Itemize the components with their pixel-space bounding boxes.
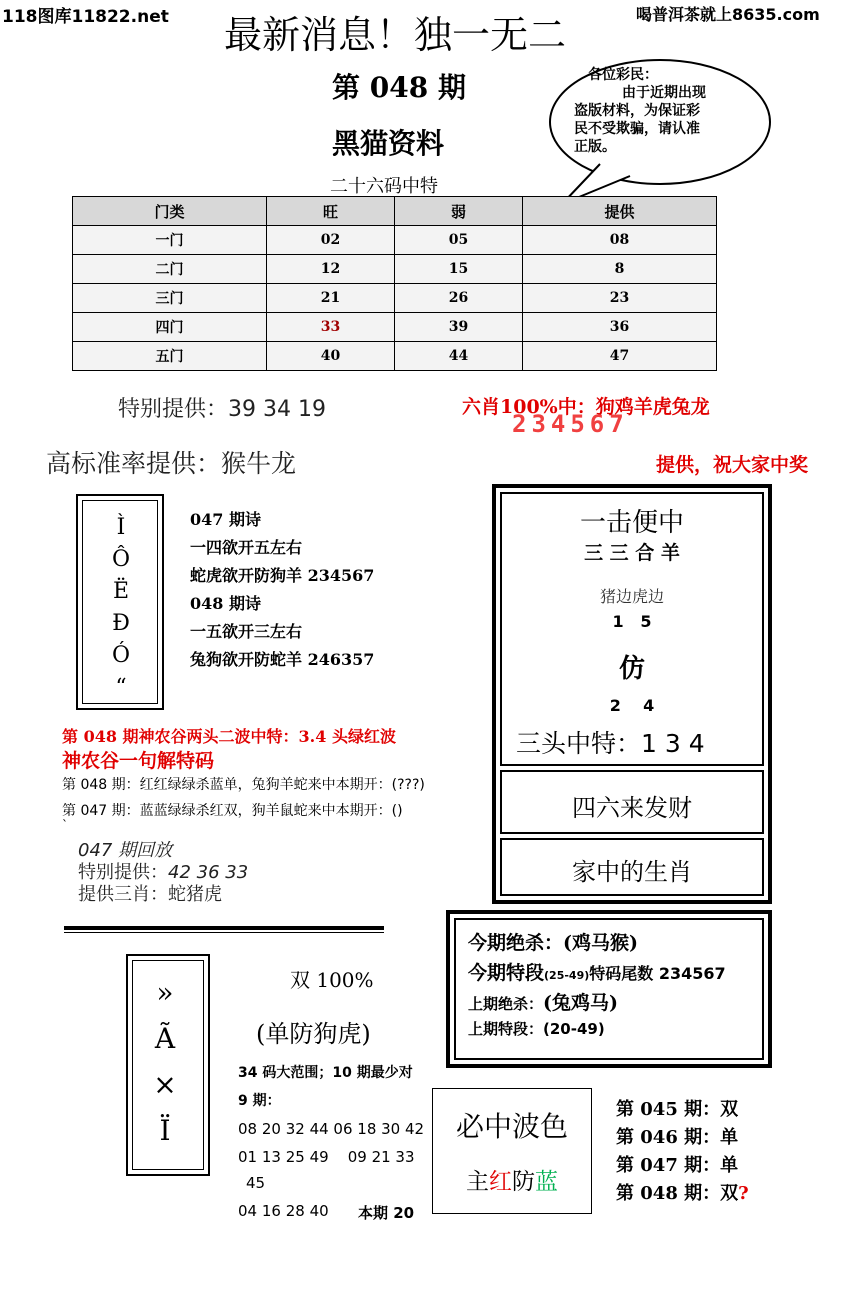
poem-glyph: Ð bbox=[112, 611, 130, 636]
issue-number: 第 048 期 bbox=[332, 71, 466, 104]
bubble-line: 各位彩民： bbox=[588, 67, 658, 83]
special-offer: 特别提供：39 34 19 bbox=[118, 397, 326, 422]
shennong-title-text: 神农谷一句解特码 bbox=[62, 750, 215, 772]
poem-line: 蛇虎欲开防狗羊 234567 bbox=[190, 566, 375, 585]
kill-l2b: (25-49) bbox=[544, 969, 590, 982]
table-header-cell: 提供 bbox=[523, 197, 717, 226]
table-cell: 三门 bbox=[73, 284, 267, 313]
bubble-text bbox=[574, 66, 748, 156]
wave-title: 必中波色 bbox=[455, 1110, 568, 1143]
period-label: 第 046 期：单 bbox=[616, 1127, 739, 1148]
table-row bbox=[73, 342, 717, 371]
site-left-label: 118图库11822.net bbox=[2, 7, 169, 27]
shennong-tick: ` bbox=[62, 818, 68, 832]
poem-glyph-box bbox=[76, 494, 164, 710]
poem-glyph: Ó bbox=[111, 643, 131, 668]
bubble-line: 正版。 bbox=[574, 139, 616, 155]
bubble-line: 盗版材料，为保证彩 bbox=[574, 103, 700, 119]
table-row bbox=[73, 226, 717, 255]
table-header-row bbox=[73, 197, 717, 226]
kill-line bbox=[468, 958, 726, 985]
double-nums: 08 20 32 44 06 18 30 42 bbox=[238, 1120, 425, 1138]
table-cell: 33 bbox=[266, 313, 394, 342]
table-cell: 47 bbox=[523, 342, 717, 371]
table-cell: 26 bbox=[394, 284, 522, 313]
kill-l3a: 上期绝杀： bbox=[468, 995, 544, 1013]
wave-prevent: 防 bbox=[512, 1169, 535, 1195]
periods-list bbox=[616, 1096, 749, 1208]
period-mark: ? bbox=[738, 1183, 749, 1204]
zodiac-table bbox=[72, 196, 717, 371]
kill-l3b: (兔鸡马) bbox=[543, 992, 618, 1014]
period-item bbox=[616, 1180, 749, 1208]
kill-l2a: 今期特段 bbox=[468, 962, 545, 984]
table-cell: 36 bbox=[523, 313, 717, 342]
hit-big: 仿 bbox=[618, 654, 645, 684]
poem-glyph: Ì bbox=[116, 515, 126, 540]
double-sub: (单防狗虎) bbox=[256, 1020, 371, 1048]
table-cell: 23 bbox=[523, 284, 717, 313]
glyph-2: » bbox=[156, 976, 174, 1009]
subtitle: 黑猫资料 bbox=[332, 127, 445, 160]
high-rate: 高标准率提供：猴牛龙 bbox=[46, 449, 297, 478]
six-digits: 234567 bbox=[512, 410, 629, 438]
period-item bbox=[616, 1124, 749, 1152]
table-cell: 一门 bbox=[73, 226, 267, 255]
double-range: 34 码大范围；10 期最少对 bbox=[238, 1065, 413, 1081]
hit-sub: 三 三 合 羊 bbox=[584, 542, 680, 564]
shennong-line: 第 048 期神农谷两头二波中特：3.4 头绿红波 bbox=[62, 727, 396, 746]
sixsix-text: 四六来发财 bbox=[572, 794, 692, 822]
table-cell: 五门 bbox=[73, 342, 267, 371]
table-cell: 8 bbox=[523, 255, 717, 284]
table-cell: 44 bbox=[394, 342, 522, 371]
table-cell: 02 bbox=[266, 226, 394, 255]
replay-special-label: 特别提供： bbox=[78, 862, 168, 883]
table-row bbox=[73, 255, 717, 284]
wish-text: 提供，祝大家中奖 bbox=[656, 454, 809, 476]
poem-glyph: Ô bbox=[111, 547, 131, 572]
poem-glyph: Ë bbox=[112, 579, 130, 604]
bubble-line: 由于近期出现 bbox=[622, 85, 706, 101]
table-header-cell: 旺 bbox=[266, 197, 394, 226]
replay-three: 提供三肖：蛇猪虎 bbox=[78, 884, 222, 905]
table-cell: 39 bbox=[394, 313, 522, 342]
six-zodiac: 六肖100%中：狗鸡羊虎兔龙 bbox=[462, 396, 710, 418]
shennong-title bbox=[62, 746, 214, 773]
glyph-2: × bbox=[153, 1068, 177, 1101]
table-cell: 08 bbox=[523, 226, 717, 255]
wave-blue: 蓝 bbox=[535, 1169, 558, 1195]
table-row bbox=[73, 284, 717, 313]
double-nums: 04 16 28 40 bbox=[238, 1202, 329, 1220]
poem-line: 一五欲开三左右 bbox=[190, 622, 303, 641]
period-label: 第 045 期：双 bbox=[616, 1099, 739, 1120]
table-cell: 40 bbox=[266, 342, 394, 371]
table-cell: 15 bbox=[394, 255, 522, 284]
table-row bbox=[73, 313, 717, 342]
double-current: 本期 20 bbox=[358, 1204, 415, 1222]
poem-line: 一四欲开五左右 bbox=[190, 538, 303, 557]
replay-special-value: 42 36 33 bbox=[168, 862, 249, 883]
table-cell: 05 bbox=[394, 226, 522, 255]
kill-line bbox=[468, 988, 618, 1015]
wave-main: 主 bbox=[466, 1169, 489, 1195]
period-label: 第 047 期：单 bbox=[616, 1155, 739, 1176]
kill-line: 今期绝杀：(鸡马猴) bbox=[468, 932, 638, 954]
table-header-cell: 门类 bbox=[73, 197, 267, 226]
table-header-cell: 弱 bbox=[394, 197, 522, 226]
poem-line: 兔狗欲开防蛇羊 246357 bbox=[190, 650, 375, 669]
wave-red: 红 bbox=[489, 1169, 512, 1195]
wave-box bbox=[432, 1088, 592, 1214]
double-nums: 01 13 25 49 09 21 33 bbox=[238, 1148, 415, 1166]
hit-nums: 2 4 bbox=[609, 696, 655, 715]
table-cell: 12 bbox=[266, 255, 394, 284]
table-cell: 21 bbox=[266, 284, 394, 313]
replay-special bbox=[78, 862, 248, 884]
period-item bbox=[616, 1096, 749, 1124]
three-head: 三头中特：1 3 4 bbox=[516, 729, 705, 758]
poem-glyph: “ bbox=[115, 675, 127, 700]
replay-block bbox=[78, 840, 248, 906]
shennong-048: 第 048 期：红红绿绿杀蓝单，兔狗羊蛇来中本期开：(???) bbox=[62, 777, 425, 793]
kill-box bbox=[446, 910, 772, 1068]
replay-title: 047 期回放 bbox=[78, 840, 173, 861]
shennong-047: 第 047 期：蓝蓝绿绿杀红双，狗羊鼠蛇来中本期开：() bbox=[62, 803, 403, 819]
double-title: 双 100% bbox=[290, 968, 374, 992]
table-cell: 四门 bbox=[73, 313, 267, 342]
kill-l2c: 特码尾数 234567 bbox=[589, 964, 726, 983]
hit-title: 一击便中 bbox=[579, 508, 684, 538]
period-label: 第 048 期：双 bbox=[616, 1183, 739, 1204]
home-zodiac: 家中的生肖 bbox=[572, 858, 692, 886]
hit-hint: 猪边虎边 bbox=[599, 587, 664, 606]
kill-line: 上期特段：(20-49) bbox=[468, 1020, 605, 1038]
wave-colors bbox=[433, 1163, 591, 1196]
page-title: 最新消息！独一无二 bbox=[224, 13, 567, 57]
double-periods: 9 期： bbox=[238, 1093, 281, 1109]
poem-line: 048 期诗 bbox=[190, 594, 261, 613]
bubble-line: 民不受欺骗，请认准 bbox=[574, 121, 700, 137]
table-caption: 二十六码中特 bbox=[330, 176, 438, 197]
poem-text bbox=[190, 506, 374, 674]
glyph-2: Ï bbox=[159, 1114, 171, 1147]
period-item bbox=[616, 1152, 749, 1180]
glyph-box-2 bbox=[126, 954, 210, 1176]
double-nums: 45 bbox=[246, 1174, 266, 1192]
divider bbox=[64, 926, 384, 930]
hit-box bbox=[492, 484, 772, 904]
divider bbox=[64, 932, 384, 933]
poem-line: 047 期诗 bbox=[190, 510, 261, 529]
table-cell: 二门 bbox=[73, 255, 267, 284]
site-right-label: 喝普洱茶就上8635.com bbox=[636, 5, 820, 24]
hit-nums: 1 5 bbox=[612, 612, 652, 631]
glyph-2: Ã bbox=[154, 1022, 176, 1055]
